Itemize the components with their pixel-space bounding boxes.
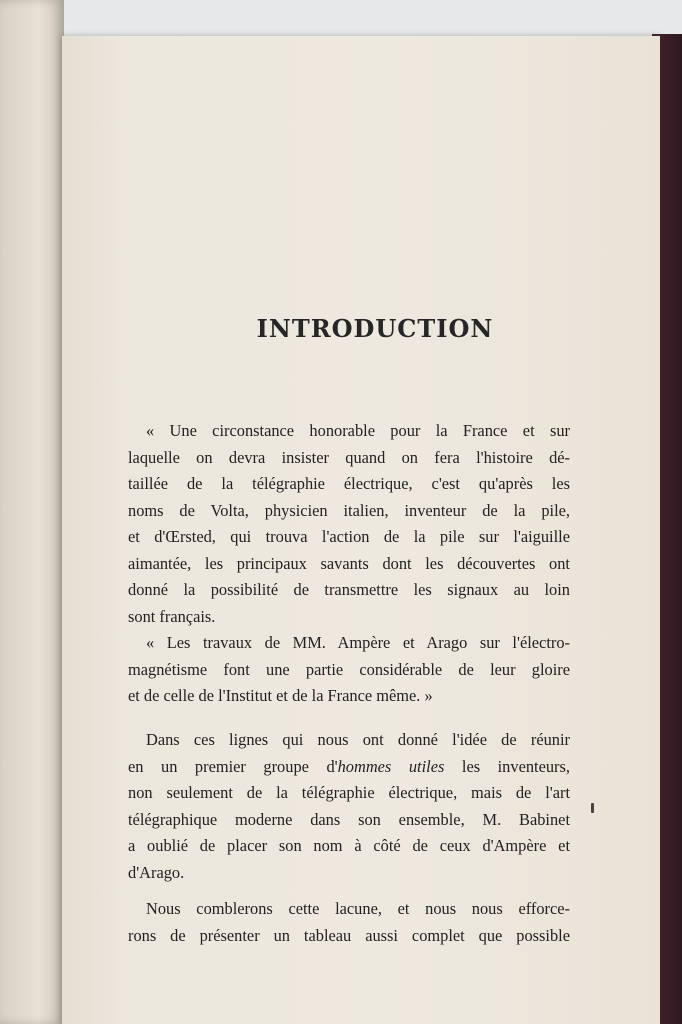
quote-line-1: « Une circonstance honorable pour la France et sur: [146, 421, 570, 440]
quote-line-4: noms de Volta, physicien italien, inventeur de la pile,: [128, 500, 570, 520]
quote2-line-3: et de celle de l'Institut et de la France même. »: [128, 686, 433, 705]
para1-line-2-start: en un premier groupe d': [128, 756, 338, 776]
book-page: [62, 36, 660, 1024]
para2-line-2: rons de présenter un tableau aussi complet que possible: [128, 925, 570, 945]
quote-line-8: sont français.: [128, 606, 216, 626]
para1-line-5: a oublié de placer son nom à côté de ceux d'Ampère et: [128, 836, 570, 855]
page-title: INTRODUCTION: [256, 314, 494, 343]
para1-line-3: non seulement de la télégraphie électrique, mais de l'art: [128, 783, 570, 802]
emphasis-hommes-utiles: hommes utiles: [337, 756, 445, 776]
paragraph-spacer: [128, 886, 570, 896]
para1-line-2-end: les inventeurs,: [444, 756, 570, 776]
quote-line-6: aimantée, les principaux savants dont les découvertes ont: [128, 553, 570, 573]
quote-line-7: donné la possibilité de transmettre les signaux au loin: [128, 580, 570, 599]
quotation-block: [128, 418, 570, 710]
quote-line-5: et d'Œrsted, qui trouva l'action de la pile sur l'aiguille: [128, 527, 570, 546]
quote-line-2: laquelle on devra insister quand on fera l'histoire dé-: [128, 447, 570, 467]
quote2-line-2: magnétisme font une partie considérable de leur gloire: [128, 659, 570, 679]
quote-line-3: taillée de la télégraphie électrique, c'est qu'après les: [128, 474, 570, 493]
left-page-edge: [0, 0, 64, 1024]
ink-mark: [591, 803, 594, 813]
main-text-block: [128, 727, 570, 949]
para1-line-1: Dans ces lignes qui nous ont donné l'idée de réunir: [146, 730, 570, 749]
para1-line-4: télégraphique moderne dans son ensemble, M. Babinet: [128, 809, 570, 829]
para1-line-6: d'Arago.: [128, 862, 185, 882]
para1-line-2: [128, 754, 570, 781]
para2-line-1: Nous comblerons cette lacune, et nous nous efforce-: [146, 899, 570, 918]
quote2-line-1: « Les travaux de MM. Ampère et Arago sur l'électro-: [146, 633, 570, 652]
